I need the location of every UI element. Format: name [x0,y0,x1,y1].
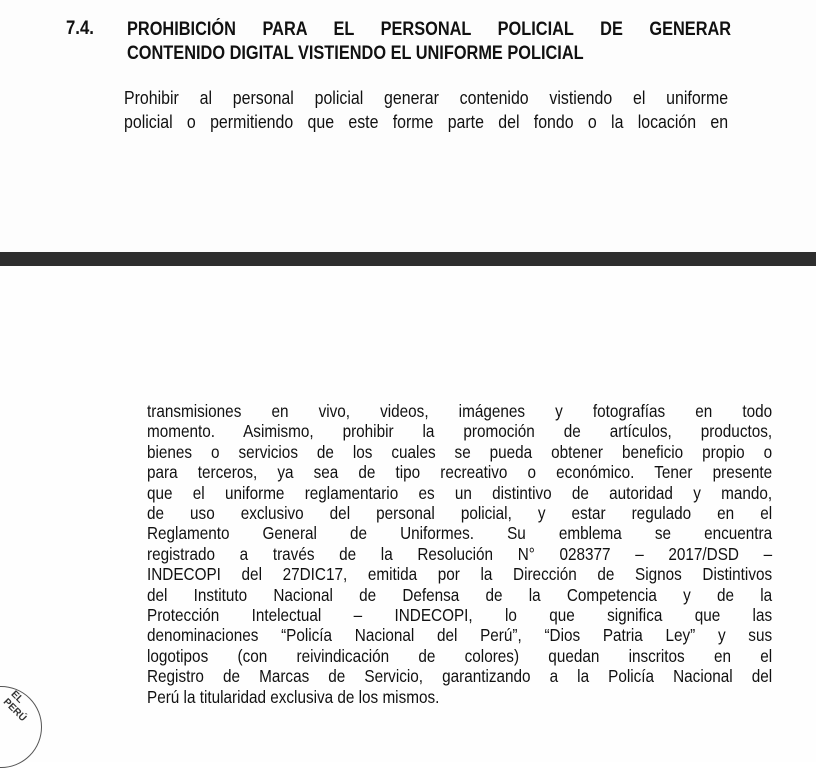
body-paragraph [147,401,772,707]
text-line: Protección Intelectual – INDECOPI, lo que significa que las [147,605,773,626]
seal-stamp [0,686,42,768]
text-line: Prohibir al personal policial generar contenido vistiendo el uniforme [124,87,729,108]
text-line: de uso exclusivo del personal policial, y estar regulado en el [147,503,773,524]
text-line: del Instituto Nacional de Defensa de la Competencia y de la [147,584,773,605]
text-line: registrado a través de la Resolución N° 028377 – 2017/DSD – [147,543,773,564]
text-line: Perú la titularidad exclusiva de los mismos. [147,686,440,707]
text-line: policial o permitiendo que este forme parte del fondo o la locación en [124,111,729,132]
text-line: Reglamento General de Uniformes. Su emblema se encuentra [147,523,773,544]
document-page-bottom [0,266,816,762]
section-number: 7.4. [66,18,94,39]
section-title [127,18,731,66]
text-line: denominaciones “Policía Nacional del Perú”, “Dios Patria Ley” y sus [147,625,773,646]
text-line: INDECOPI del 27DIC17, emitida por la Dirección de Signos Distintivos [147,564,773,585]
section-title-line: CONTENIDO DIGITAL VISTIENDO EL UNIFORME POLICIAL [127,43,584,64]
intro-paragraph [124,86,728,134]
text-line: Registro de Marcas de Servicio, garantizando a la Policía Nacional del [147,666,773,687]
text-line: bienes o servicios de los cuales se pueda obtener beneficio propio o [147,441,773,462]
page-divider [0,252,816,266]
section-title-line: PROHIBICIÓN PARA EL PERSONAL POLICIAL DE GENERAR [127,19,732,40]
text-line: momento. Asimismo, prohibir la promoción de artículos, productos, [147,421,773,442]
text-line: transmisiones en vivo, videos, imágenes y fotografías en todo [147,401,773,421]
text-line: para terceros, ya sea de tipo recreativo o económico. Tener presente [147,462,773,483]
seal-text: EL PERÚ [0,688,29,724]
document-page-top [0,0,816,252]
text-line: logotipos (con reivindicación de colores) quedan inscritos en el [147,645,773,666]
text-line: que el uniforme reglamentario es un distintivo de autoridad y mando, [147,482,773,503]
